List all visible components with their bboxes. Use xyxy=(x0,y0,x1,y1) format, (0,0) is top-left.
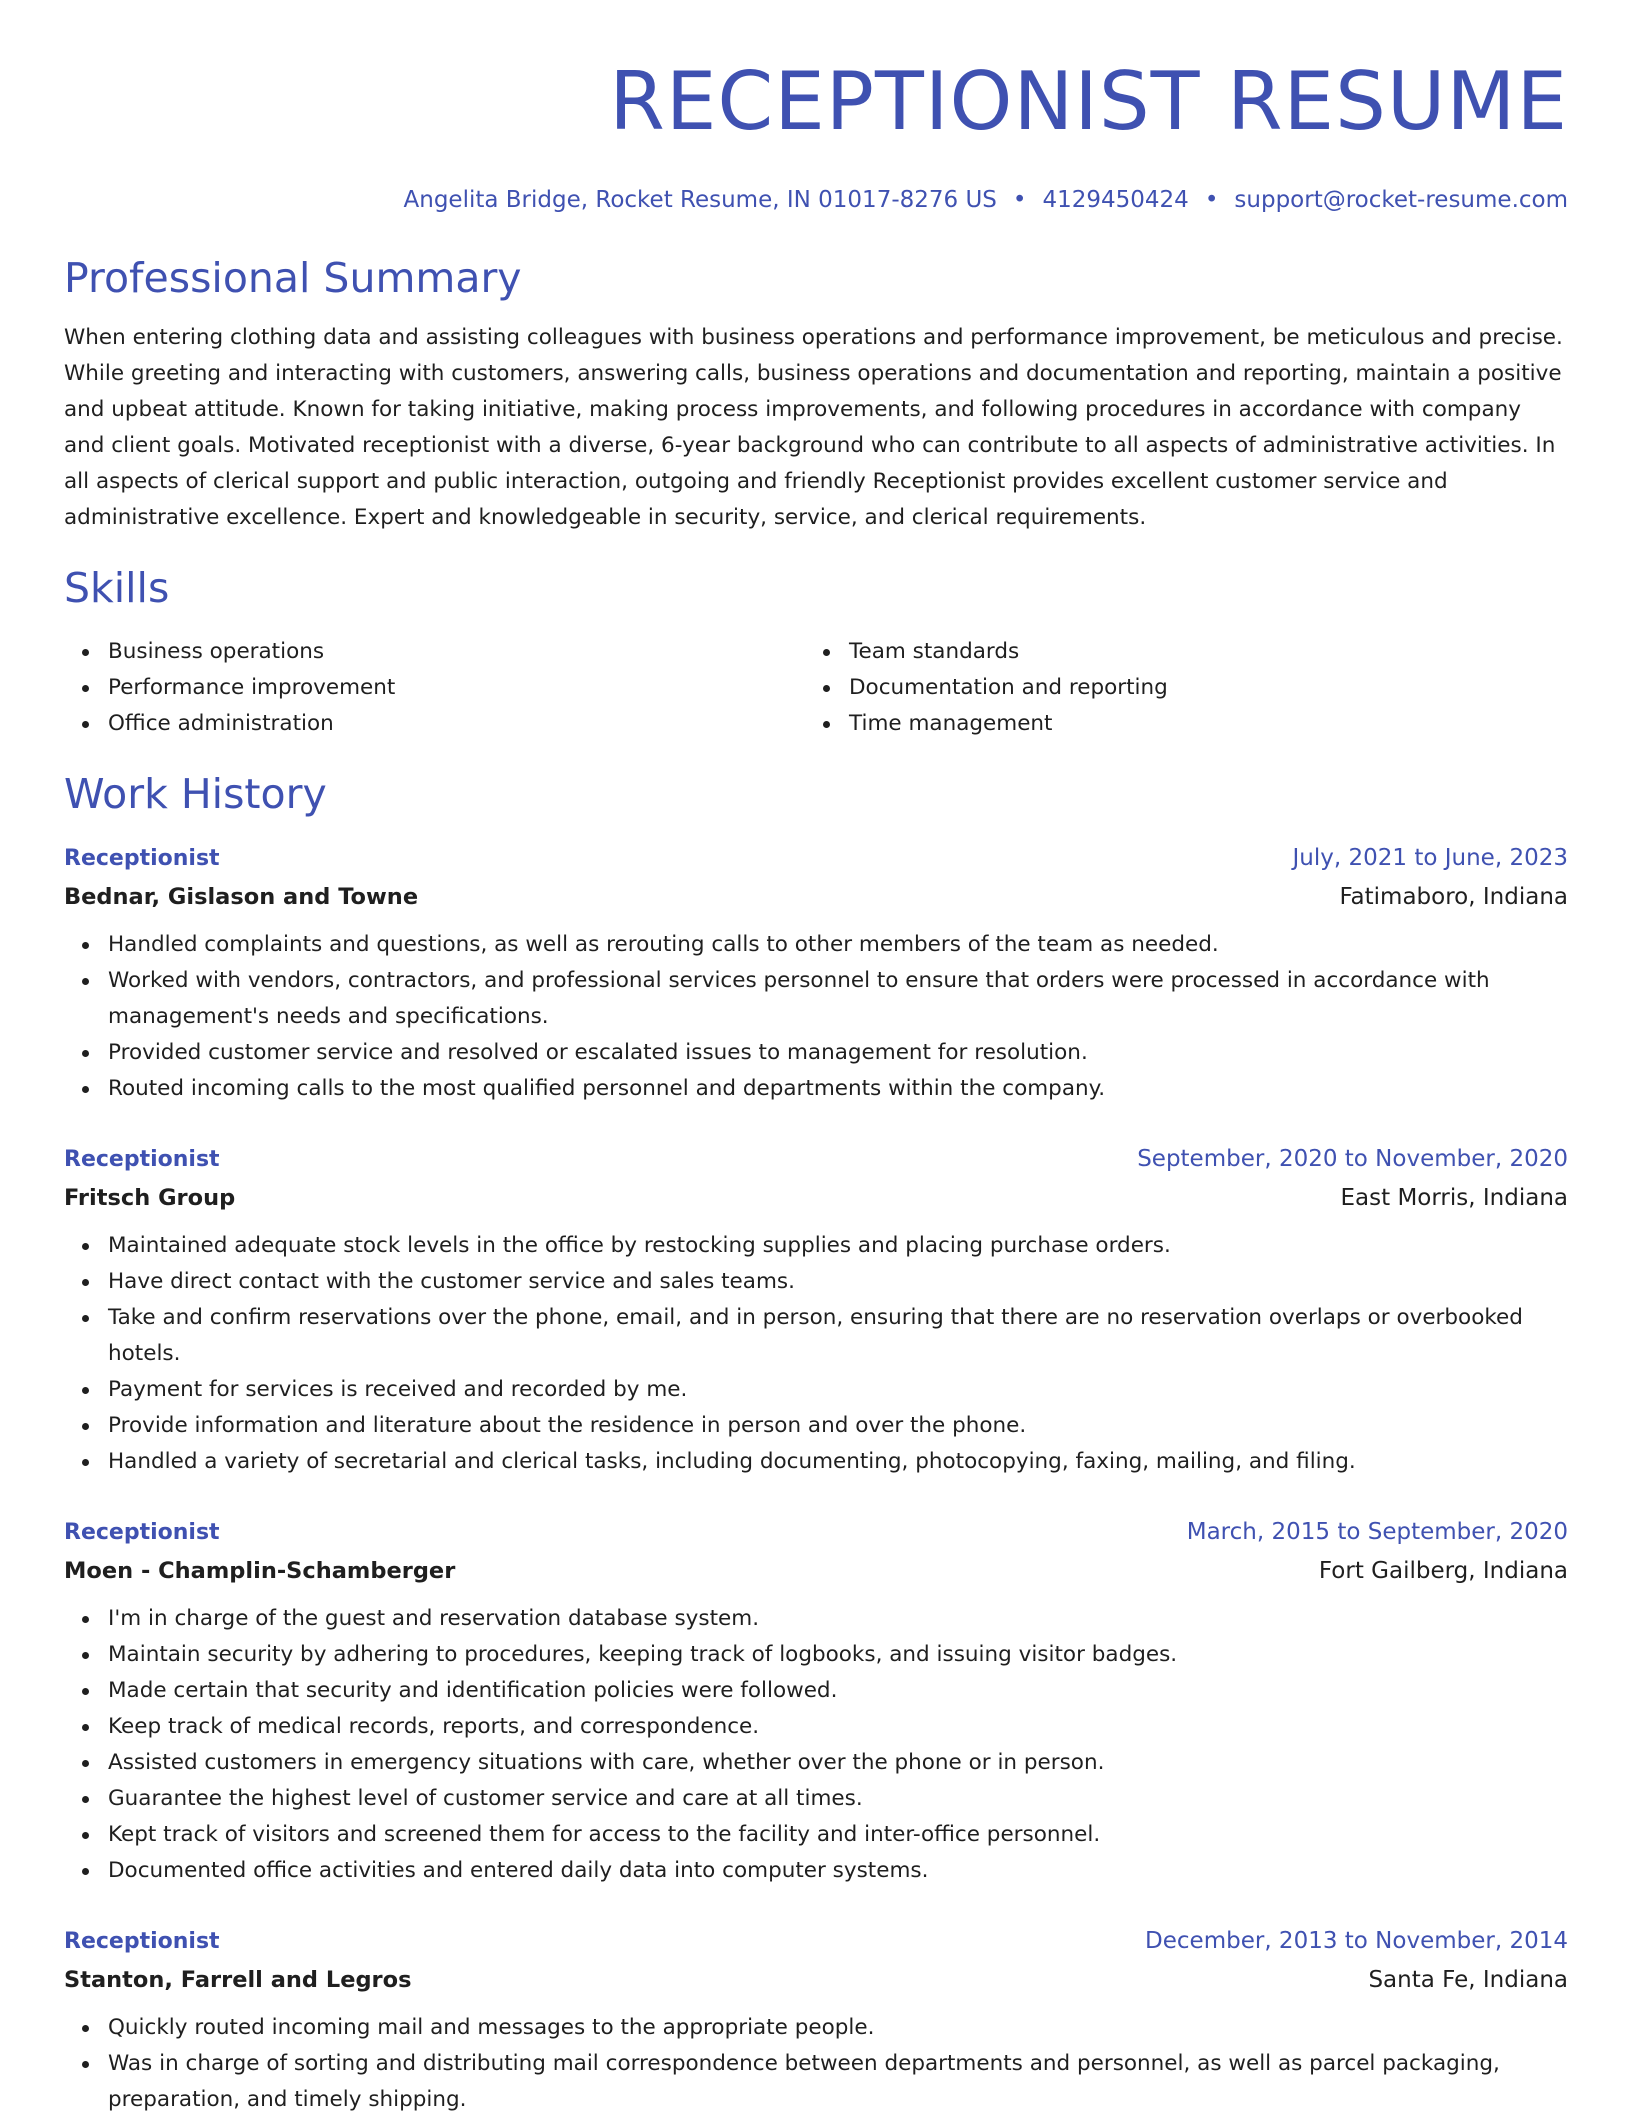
job-location: East Morris, Indiana xyxy=(1340,1185,1568,1211)
duty-item: Quickly routed incoming mail and messages to the appropriate people. xyxy=(108,2010,1568,2046)
duty-item: Made certain that security and identification policies were followed. xyxy=(108,1673,1568,1709)
job-title: Receptionist xyxy=(64,1929,220,1954)
job-dates: December, 2013 to November, 2014 xyxy=(1145,1928,1568,1954)
job-header-row xyxy=(64,1514,1568,1551)
job-duties xyxy=(64,1228,1568,1480)
duty-item: Have direct contact with the customer service and sales teams. xyxy=(108,1264,1568,1300)
job-entry xyxy=(64,1923,1568,2118)
job-location: Santa Fe, Indiana xyxy=(1368,1967,1568,1993)
duty-item: I'm in charge of the guest and reservation database system. xyxy=(108,1601,1568,1637)
contact-phone: 4129450424 xyxy=(1042,187,1189,213)
skills-column-right xyxy=(805,634,1546,742)
separator-dot: • xyxy=(1012,187,1027,213)
job-title: Receptionist xyxy=(64,846,220,871)
duty-item: Provided customer service and resolved or escalated issues to management for resolution. xyxy=(108,1035,1568,1071)
work-history-heading: Work History xyxy=(64,770,327,818)
skills-heading: Skills xyxy=(64,564,170,612)
duty-item: Payment for services is received and recorded by me. xyxy=(108,1372,1568,1408)
summary-heading: Professional Summary xyxy=(64,254,522,302)
summary-text: When entering clothing data and assisting colleagues with business operations and performance improvement, be meticulous and precise. While greeting and interacting with customers, answering calls, business operations and documentation and reporting, maintain a positive and upbeat attitude. Known for taking initiative, making process improvements, and following procedures in accordance with company and client goals. Motivated receptionist with a diverse, 6-year background who can contribute to all aspects of administrative activities. In all aspects of clerical support and public interaction, outgoing and friendly Receptionist provides excellent customer service and administrative excellence. Expert and knowledgeable in security, service, and clerical requirements. xyxy=(64,325,1563,530)
job-employer-row xyxy=(64,1960,1568,2000)
job-employer-row xyxy=(64,1551,1568,1591)
job-entry xyxy=(64,1514,1568,1889)
job-duties xyxy=(64,1601,1568,1889)
duty-item: Kept track of visitors and screened them for access to the facility and inter-office personnel. xyxy=(108,1817,1568,1853)
duty-item: Handled a variety of secretarial and clerical tasks, including documenting, photocopying, faxing, mailing, and filing. xyxy=(108,1444,1568,1480)
job-header-row xyxy=(64,840,1568,877)
skills-column-left xyxy=(64,634,805,742)
duty-item: Maintained adequate stock levels in the office by restocking supplies and placing purchase orders. xyxy=(108,1228,1568,1264)
job-entry xyxy=(64,1141,1568,1480)
skills-list xyxy=(64,634,1568,742)
job-entry xyxy=(64,840,1568,1107)
duty-item: Worked with vendors, contractors, and professional services personnel to ensure that orders were processed in accordance with management's needs and specifications. xyxy=(108,963,1568,1035)
job-company: Bednar, Gislason and Towne xyxy=(64,884,419,910)
job-employer-row xyxy=(64,1178,1568,1218)
duty-item: Keep track of medical records, reports, and correspondence. xyxy=(108,1709,1568,1745)
contact-address: Angelita Bridge, Rocket Resume, IN 01017-8276 US xyxy=(403,187,997,213)
skill-item: Time management xyxy=(849,706,1546,742)
duty-item: Guarantee the highest level of customer service and care at all times. xyxy=(108,1781,1568,1817)
resume-title: RECEPTIONIST RESUME xyxy=(609,55,1568,148)
job-company: Fritsch Group xyxy=(64,1185,236,1211)
skill-item: Documentation and reporting xyxy=(849,670,1546,706)
contact-line xyxy=(64,184,1568,216)
job-title: Receptionist xyxy=(64,1520,220,1545)
job-employer-row xyxy=(64,877,1568,917)
job-duties xyxy=(64,927,1568,1107)
job-duties xyxy=(64,2010,1568,2118)
separator-dot: • xyxy=(1204,187,1219,213)
duty-item: Maintain security by adhering to procedures, keeping track of logbooks, and issuing visitor badges. xyxy=(108,1637,1568,1673)
skill-item: Office administration xyxy=(108,706,805,742)
duty-item: Take and confirm reservations over the phone, email, and in person, ensuring that there are no reservation overlaps or overbooked hotels. xyxy=(108,1300,1568,1372)
job-dates: September, 2020 to November, 2020 xyxy=(1137,1146,1568,1172)
job-location: Fort Gailberg, Indiana xyxy=(1318,1558,1568,1584)
duty-item: Was in charge of sorting and distributing mail correspondence between departments and personnel, as well as parcel packaging, preparation, and timely shipping. xyxy=(108,2046,1568,2118)
skill-item: Team standards xyxy=(849,634,1546,670)
duty-item: Assisted customers in emergency situations with care, whether over the phone or in person. xyxy=(108,1745,1568,1781)
job-header-row xyxy=(64,1141,1568,1178)
duty-item: Handled complaints and questions, as well as rerouting calls to other members of the team as needed. xyxy=(108,927,1568,963)
skill-item: Business operations xyxy=(108,634,805,670)
job-dates: March, 2015 to September, 2020 xyxy=(1186,1519,1568,1545)
job-company: Stanton, Farrell and Legros xyxy=(64,1967,412,1993)
job-location: Fatimaboro, Indiana xyxy=(1339,884,1568,910)
duty-item: Routed incoming calls to the most qualified personnel and departments within the company. xyxy=(108,1071,1568,1107)
duty-item: Documented office activities and entered daily data into computer systems. xyxy=(108,1853,1568,1889)
job-company: Moen - Champlin-Schamberger xyxy=(64,1558,456,1584)
job-dates: July, 2021 to June, 2023 xyxy=(1292,845,1568,871)
skill-item: Performance improvement xyxy=(108,670,805,706)
job-title: Receptionist xyxy=(64,1147,220,1172)
job-header-row xyxy=(64,1923,1568,1960)
contact-email[interactable]: support@rocket-resume.com xyxy=(1234,187,1568,213)
duty-item: Provide information and literature about the residence in person and over the phone. xyxy=(108,1408,1568,1444)
